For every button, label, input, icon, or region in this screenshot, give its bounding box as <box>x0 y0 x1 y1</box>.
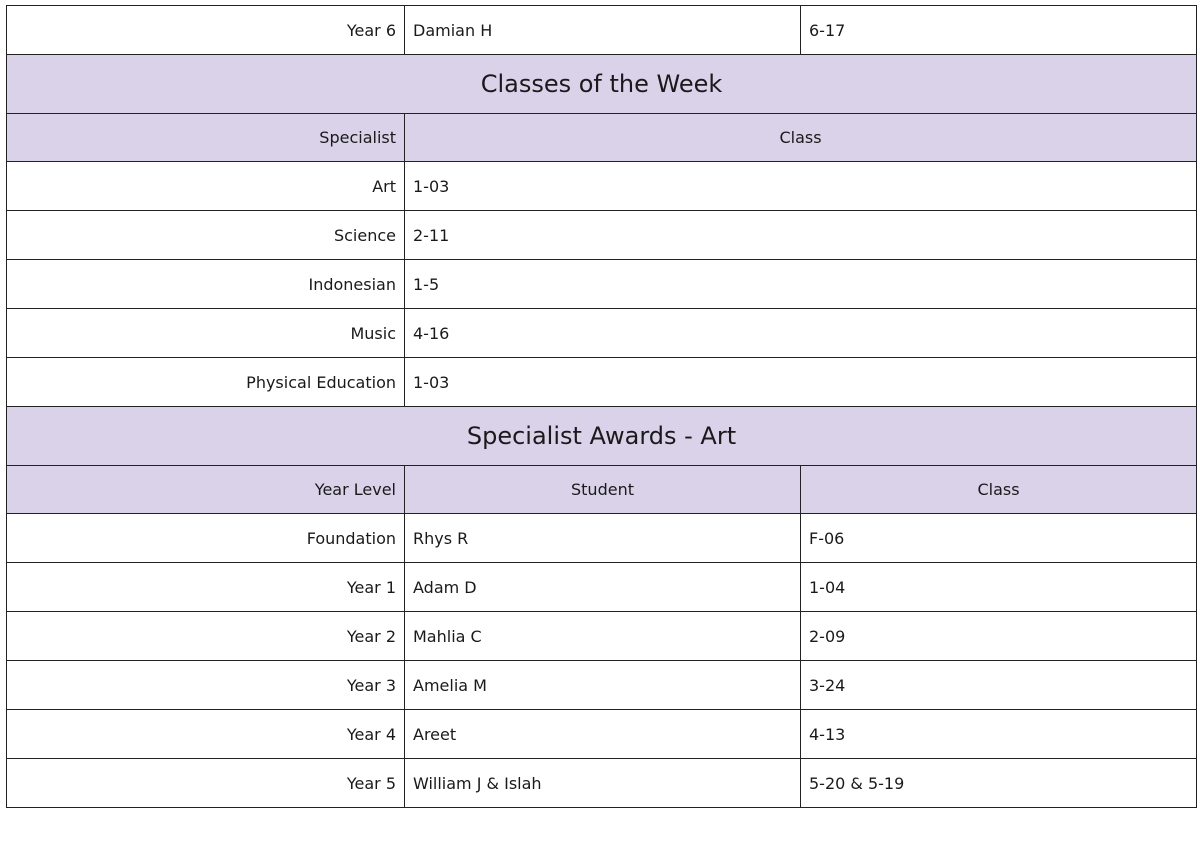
section-title-classes-of-week: Classes of the Week <box>7 55 1197 114</box>
table-row <box>7 759 1197 808</box>
class-cell: 3-24 <box>801 661 1197 710</box>
specialist-cell: Music <box>7 309 405 358</box>
class-cell: 1-5 <box>405 260 1197 309</box>
class-cell: 4-16 <box>405 309 1197 358</box>
table-row <box>7 563 1197 612</box>
student-cell: Amelia M <box>405 661 801 710</box>
section-title-row <box>7 55 1197 114</box>
class-cell: F-06 <box>801 514 1197 563</box>
header-row <box>7 114 1197 162</box>
student-cell: Adam D <box>405 563 801 612</box>
class-cell: 4-13 <box>801 710 1197 759</box>
header-row <box>7 466 1197 514</box>
section-title-row <box>7 407 1197 466</box>
awards-table <box>6 5 1197 808</box>
year-level-cell: Year 4 <box>7 710 405 759</box>
student-cell: Rhys R <box>405 514 801 563</box>
class-cell: 1-03 <box>405 358 1197 407</box>
specialist-cell: Science <box>7 211 405 260</box>
specialist-cell: Physical Education <box>7 358 405 407</box>
section-title-specialist-awards: Specialist Awards - Art <box>7 407 1197 466</box>
year-level-cell: Year 6 <box>7 6 405 55</box>
year-level-cell: Year 1 <box>7 563 405 612</box>
specialist-cell: Indonesian <box>7 260 405 309</box>
year-level-cell: Year 2 <box>7 612 405 661</box>
class-cell: 5-20 & 5-19 <box>801 759 1197 808</box>
table-row <box>7 358 1197 407</box>
year-level-cell: Year 3 <box>7 661 405 710</box>
column-header-year-level: Year Level <box>7 466 405 514</box>
column-header-student: Student <box>405 466 801 514</box>
table-row <box>7 260 1197 309</box>
table-row <box>7 309 1197 358</box>
table-row <box>7 710 1197 759</box>
student-cell: William J & Islah <box>405 759 801 808</box>
class-cell: 1-03 <box>405 162 1197 211</box>
table-row <box>7 514 1197 563</box>
table-row <box>7 661 1197 710</box>
table-row <box>7 612 1197 661</box>
table-row <box>7 211 1197 260</box>
column-header-class: Class <box>405 114 1197 162</box>
year-level-cell: Year 5 <box>7 759 405 808</box>
class-cell: 1-04 <box>801 563 1197 612</box>
table-row <box>7 162 1197 211</box>
year-level-cell: Foundation <box>7 514 405 563</box>
student-cell: Areet <box>405 710 801 759</box>
student-cell: Mahlia C <box>405 612 801 661</box>
specialist-cell: Art <box>7 162 405 211</box>
column-header-class: Class <box>801 466 1197 514</box>
class-cell: 2-09 <box>801 612 1197 661</box>
table-row <box>7 6 1197 55</box>
class-cell: 2-11 <box>405 211 1197 260</box>
class-cell: 6-17 <box>801 6 1197 55</box>
column-header-specialist: Specialist <box>7 114 405 162</box>
student-cell: Damian H <box>405 6 801 55</box>
